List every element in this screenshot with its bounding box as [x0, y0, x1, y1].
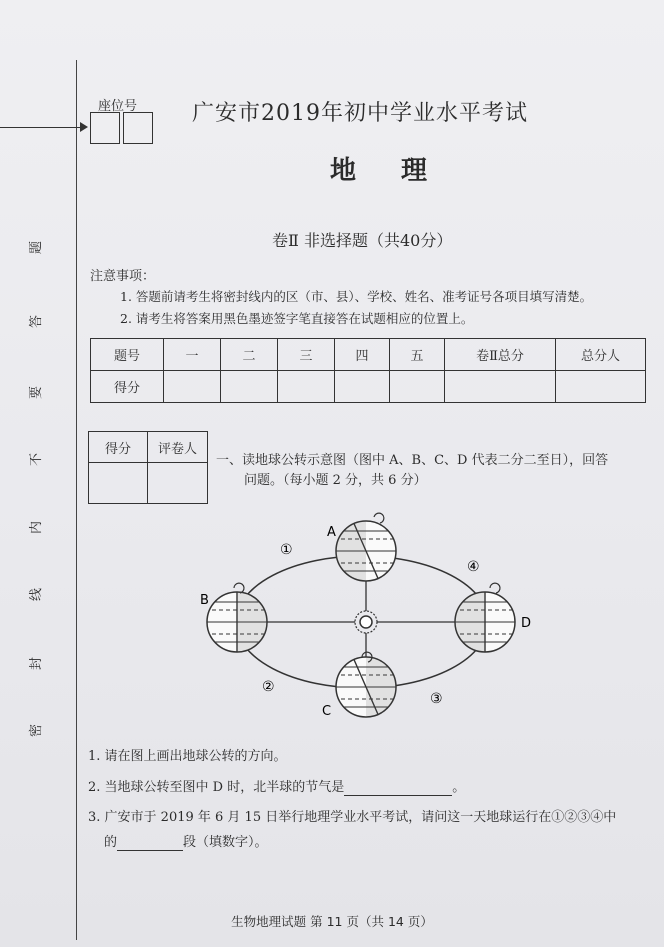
notice-item: 1. 答题前请考生将密封线内的区（市、县）、学校、姓名、准考证号各项目填写清楚。: [120, 289, 593, 304]
page-footer: 生物地理试题 第 11 页（共 14 页）: [231, 914, 433, 929]
score-cell[interactable]: [556, 371, 646, 403]
score-cell[interactable]: [390, 371, 445, 403]
table-row: [91, 339, 646, 371]
score-cell[interactable]: [445, 371, 556, 403]
notice-heading: 注意事项：: [90, 269, 156, 284]
notice-item: 2. 请考生将答案用黑色墨迹签字笔直接答在试题相应的位置上。: [120, 311, 474, 326]
seat-label: 座位号: [98, 99, 138, 114]
subquestion-2-text: 2. 当地球公转至图中 D 时，北半球的节气是: [88, 780, 345, 795]
binding-char: 题: [29, 240, 45, 255]
table-header: 二: [221, 339, 278, 371]
sun-icon: [355, 611, 377, 633]
binding-line: [76, 60, 77, 940]
binding-char: 线: [29, 587, 45, 602]
grader-header: 评卷人: [148, 432, 208, 463]
question-line: 问题。（每小题 2 分，共 6 分）: [244, 473, 427, 488]
score-cell[interactable]: [164, 371, 221, 403]
orbit-diagram[interactable]: [190, 505, 540, 730]
subquestion-3: 3. 广安市于 2019 年 6 月 15 日举行地理学业水平考试，请问这一天地球运行在①②③④中: [88, 810, 617, 825]
earth-c-icon: [334, 652, 398, 719]
table-header: 题号: [91, 339, 164, 371]
table-row: [91, 371, 646, 403]
subquestion-2-end: 。: [452, 780, 466, 795]
label-c: C: [322, 704, 332, 719]
table-header: 五: [390, 339, 445, 371]
label-a: A: [327, 525, 336, 540]
segment-label: ②: [262, 679, 275, 695]
table-header: 四: [335, 339, 390, 371]
binding-char: 不: [29, 452, 45, 467]
grader-header: 得分: [89, 432, 148, 463]
subquestion-1: 1. 请在图上画出地球公转的方向。: [88, 749, 287, 764]
binding-char: 要: [29, 385, 45, 400]
table-header: 一: [164, 339, 221, 371]
table-row: [89, 432, 208, 463]
segment-label: ③: [430, 691, 443, 707]
table-row-label: 得分: [91, 371, 164, 403]
binding-char: 内: [29, 520, 45, 535]
subquestion-3-text: 的: [104, 835, 118, 850]
label-d: D: [521, 616, 532, 631]
score-table: [90, 338, 646, 403]
answer-blank[interactable]: [344, 780, 452, 796]
subquestion-3-end: 段（填数字）。: [183, 835, 268, 850]
table-header: 总分人: [556, 339, 646, 371]
score-cell[interactable]: [221, 371, 278, 403]
grader-cell[interactable]: [148, 463, 208, 504]
label-b: B: [200, 593, 209, 608]
answer-blank[interactable]: [117, 835, 183, 851]
exam-title: 广安市2019年初中学业水平考试: [192, 101, 528, 126]
subquestion-3-cont: [104, 831, 268, 851]
subject-title: 地 理: [330, 156, 446, 186]
binding-char: 封: [29, 656, 45, 671]
segment-label: ①: [280, 542, 293, 558]
seat-box-1[interactable]: [90, 112, 120, 144]
segment-label: ④: [467, 559, 480, 575]
binding-char: 密: [29, 723, 45, 738]
score-cell[interactable]: [278, 371, 335, 403]
grader-table: [88, 431, 208, 504]
table-row: [89, 463, 208, 504]
table-header: 卷Ⅱ总分: [445, 339, 556, 371]
score-cell[interactable]: [335, 371, 390, 403]
volume-title: 卷Ⅱ 非选择题（共40分）: [272, 231, 453, 250]
seat-arrow-line: [0, 127, 84, 128]
arrow-right-icon: [80, 122, 88, 132]
question-line: 一、读地球公转示意图（图中 A、B、C、D 代表二分二至日），回答: [216, 453, 609, 468]
table-header: 三: [278, 339, 335, 371]
binding-char: 答: [29, 314, 45, 329]
seat-box-2[interactable]: [123, 112, 153, 144]
grader-cell[interactable]: [89, 463, 148, 504]
earth-d-icon: [453, 583, 517, 654]
earth-b-icon: [205, 583, 269, 654]
earth-a-icon: [334, 513, 398, 583]
subquestion-2: [88, 776, 465, 796]
